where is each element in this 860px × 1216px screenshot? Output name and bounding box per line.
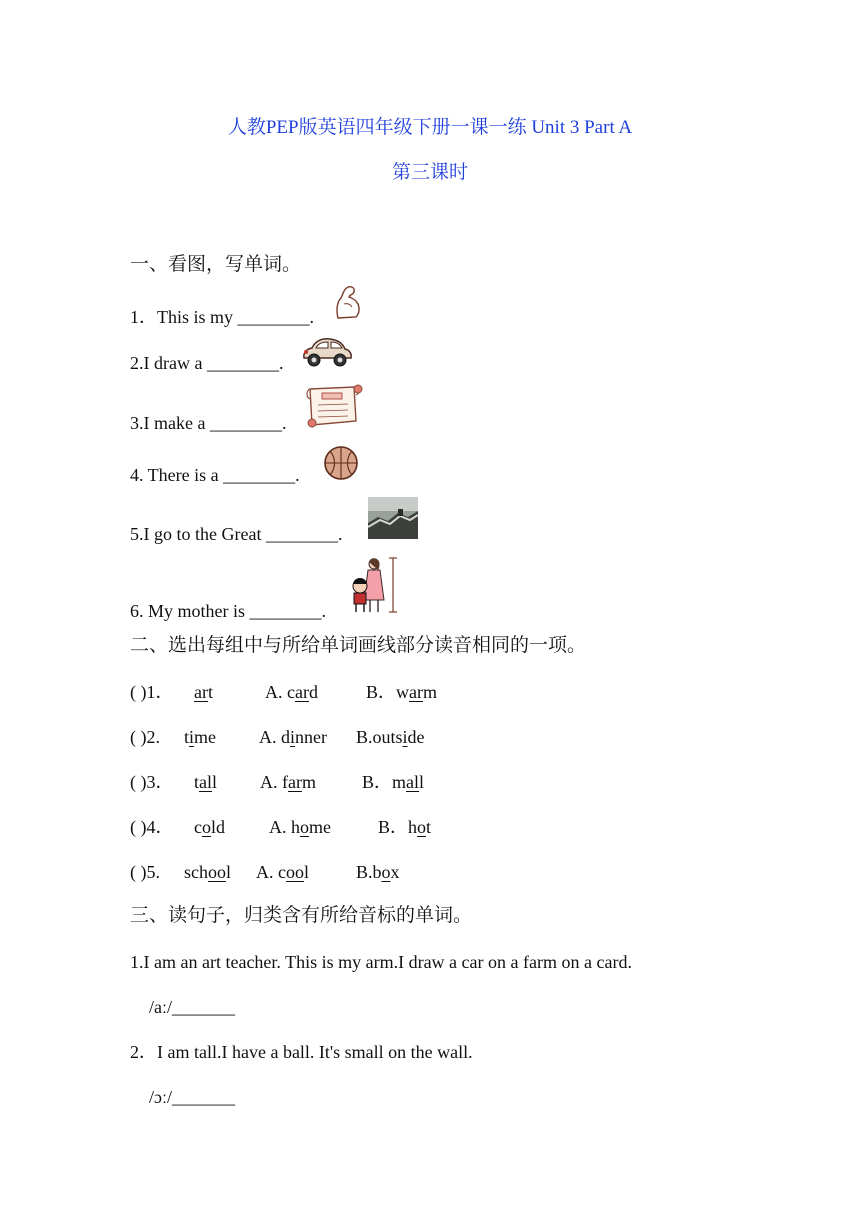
given-word: time xyxy=(184,727,217,747)
option-b: B．hot xyxy=(378,817,432,837)
great-wall-photo xyxy=(368,497,418,539)
question-number: ( )1． xyxy=(130,682,174,702)
arm-icon xyxy=(332,284,362,320)
ball-icon xyxy=(322,444,360,482)
lesson-subtitle: 第三课时 xyxy=(391,162,468,183)
answer-line-2: /ɔː/_______ xyxy=(149,1087,235,1107)
given-word: school xyxy=(184,862,232,882)
answer-line-1: /aː/_______ xyxy=(149,997,235,1017)
given-word: tall xyxy=(194,772,218,792)
option-a: A. card xyxy=(265,682,318,702)
question-number: ( )3． xyxy=(130,772,174,792)
question-6: 6. My mother is ________. xyxy=(130,601,326,621)
worksheet-title: 人教PEP版英语四年级下册一课一练 Unit 3 Part A xyxy=(227,117,633,138)
question-number: ( )5. xyxy=(130,862,160,882)
option-a: A. dinner xyxy=(259,727,327,747)
option-a: A. cool xyxy=(256,862,310,882)
sentence-1: 1.I am an art teacher. This is my arm.I draw a car on a farm on a card. xyxy=(130,952,632,972)
given-word: cold xyxy=(194,817,226,837)
option-b: B.outside xyxy=(356,727,425,747)
sentence-2: 2．I am tall.I have a ball. It's small on the wall. xyxy=(130,1042,473,1062)
option-a: A. farm xyxy=(260,772,316,792)
question-4: 4. There is a ________. xyxy=(130,465,300,485)
given-word: art xyxy=(194,682,213,702)
card-icon xyxy=(302,383,364,429)
tall-mother-icon xyxy=(344,556,406,616)
section1-heading: 一、看图，写单词。 xyxy=(130,254,302,275)
question-5: 5.I go to the Great ________. xyxy=(130,524,343,544)
question-number: ( )4． xyxy=(130,817,174,837)
section2-heading: 二、选出每组中与所给单词画线部分读音相同的一项。 xyxy=(130,635,587,656)
option-b: B.box xyxy=(356,862,400,882)
option-b: B．warm xyxy=(366,682,438,702)
question-1: 1．This is my ________. xyxy=(130,307,315,327)
question-2: 2.I draw a ________. xyxy=(130,353,284,373)
section3-heading: 三、读句子，归类含有所给音标的单词。 xyxy=(130,905,473,926)
question-number: ( )2. xyxy=(130,727,160,747)
question-3: 3.I make a ________. xyxy=(130,413,287,433)
option-a: A. home xyxy=(269,817,331,837)
option-b: B．mall xyxy=(362,772,425,792)
car-icon xyxy=(300,334,354,370)
